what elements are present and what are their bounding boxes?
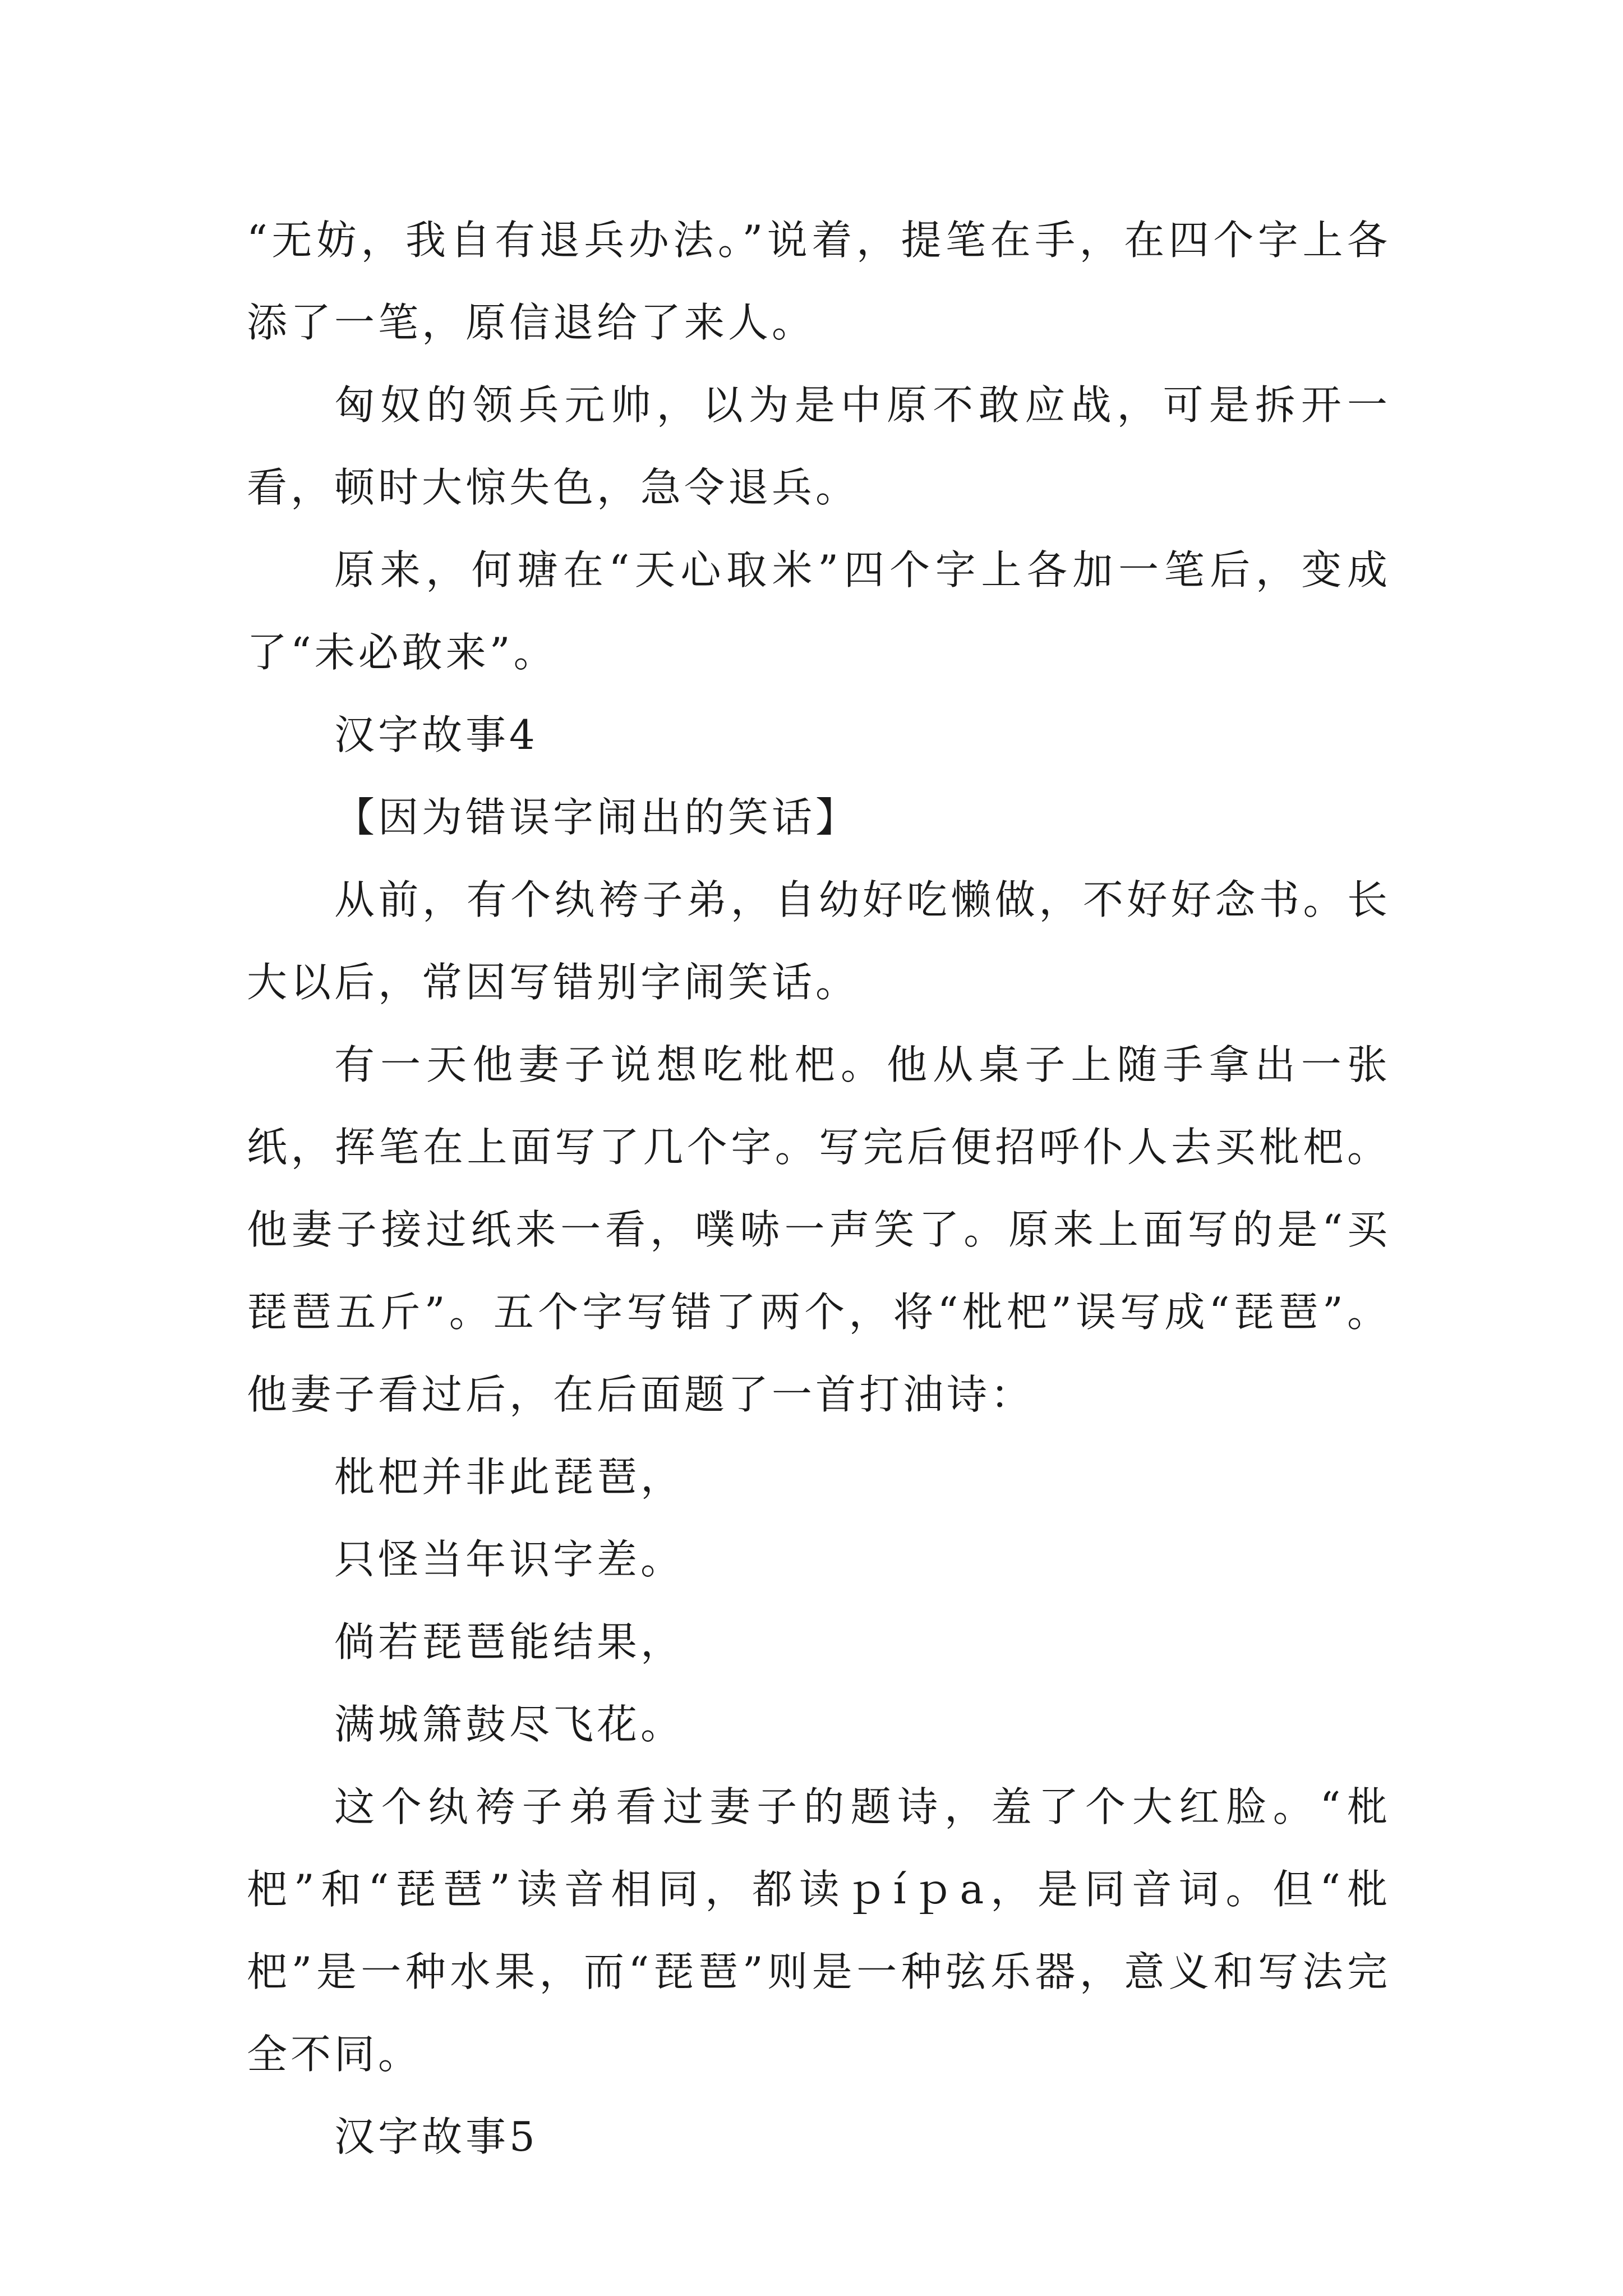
- paragraph-loquat-story: 有一天他妻子说想吃枇杷。他从桌子上随手拿出一张纸，挥笔在上面写了几个字。写完后便招呼仆人去买枇杷。他妻子接过纸来一看，噗哧一声笑了。原来上面写的是“买琵琶五斤”。五个字写错了两个，将“枇杷”误写成“琵琶”。他妻子看过后，在后面题了一首打油诗：: [247, 1041, 1391, 1418]
- poem-line-1: 枇杷并非此琵琶，: [334, 1453, 685, 1501]
- paragraph-story-intro: 从前，有个纨袴子弟，自幼好吃懒做，不好好念书。长大以后，常因写错别字闹笑话。: [247, 876, 1391, 1006]
- poem-line-4: 满城箫鼓尽飞花。: [334, 1701, 685, 1748]
- section-subtitle-story-4: 【因为错误字闹出的笑话】: [334, 794, 860, 841]
- poem-line-2: 只怪当年识字差。: [334, 1536, 685, 1583]
- poem-line-3: 倘若琵琶能结果，: [334, 1618, 685, 1665]
- section-heading-story-4: 汉字故事4: [334, 711, 538, 758]
- paragraph-conclusion: 这个纨袴子弟看过妻子的题诗，羞了个大红脸。“枇杷”和“琵琶”读音相同，都读ｐíｐa，是同音词。但“枇杷”是一种水果，而“琵琶”则是一种弦乐器，意义和写法完全不同。: [247, 1783, 1391, 2078]
- paragraph-continuation: “无妨，我自有退兵办法。”说着，提笔在手，在四个字上各添了一笔，原信退给了来人。: [247, 217, 1391, 346]
- paragraph-xiongnu-retreat: 匈奴的领兵元帅，以为是中原不敢应战，可是拆开一看，顿时大惊失色，急令退兵。: [247, 381, 1391, 511]
- paragraph-explanation: 原来，何瑭在“天心取米”四个字上各加一笔后，变成了“未必敢来”。: [247, 546, 1391, 676]
- body-text: [247, 199, 1391, 2178]
- section-heading-story-5: 汉字故事5: [334, 2113, 538, 2160]
